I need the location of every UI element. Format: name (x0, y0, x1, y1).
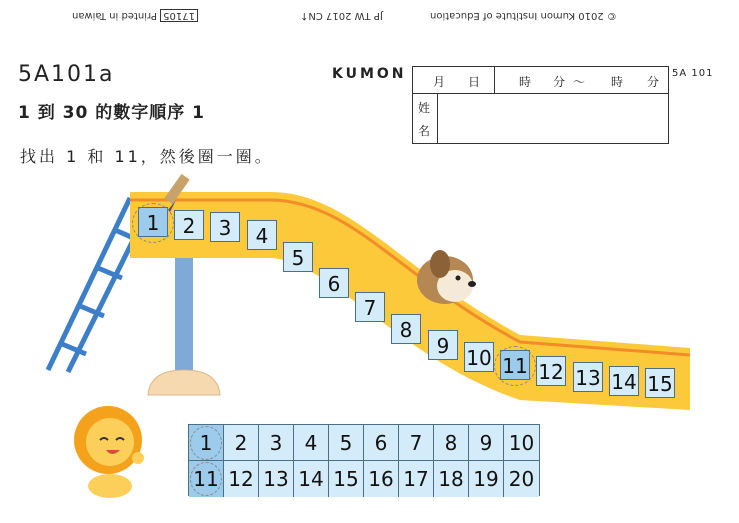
grid-cell-1[interactable]: 1 (189, 425, 224, 461)
grid-cell-18[interactable]: 18 (434, 461, 469, 497)
grid-cell-15[interactable]: 15 (329, 461, 364, 497)
grid-cell-19[interactable]: 19 (469, 461, 504, 497)
lion-icon (70, 400, 160, 500)
footer-edition: JP TW 2017 CN↑ (300, 10, 383, 21)
answer-circle (494, 346, 536, 386)
slide-tile-6[interactable]: 6 (319, 268, 349, 298)
answer-circle (132, 203, 174, 243)
answer-circle (190, 426, 222, 460)
grid-cell-9[interactable]: 9 (469, 425, 504, 461)
slide-tile-5[interactable]: 5 (283, 242, 313, 272)
grid-cell-16[interactable]: 16 (364, 461, 399, 497)
grid-cell-5[interactable]: 5 (329, 425, 364, 461)
brand-logo: KUMON (332, 66, 407, 82)
dog-icon (417, 250, 476, 304)
slide-tile-13[interactable]: 13 (573, 362, 603, 392)
grid-cell-7[interactable]: 7 (399, 425, 434, 461)
grid-cell-17[interactable]: 17 (399, 461, 434, 497)
tilde-label: ～ (573, 75, 586, 89)
slide-tile-14[interactable]: 14 (609, 366, 639, 396)
slide-tile-15[interactable]: 15 (645, 368, 675, 398)
worksheet-code: 5A101a (18, 62, 115, 87)
grid-cell-3[interactable]: 3 (259, 425, 294, 461)
slide-tile-7[interactable]: 7 (355, 292, 385, 322)
slide-tile-1[interactable]: 1 (138, 207, 168, 237)
grid-cell-6[interactable]: 6 (364, 425, 399, 461)
slide-tile-4[interactable]: 4 (247, 220, 277, 250)
slide-tile-10[interactable]: 10 (464, 342, 494, 372)
name-label-1: 姓 (418, 101, 431, 115)
slide-pole (175, 250, 193, 380)
hour-start-label: 時 (519, 75, 532, 89)
minute-end-label: 分 (647, 75, 660, 89)
sheet-number: 5A 101 (672, 68, 714, 79)
grid-cell-14[interactable]: 14 (294, 461, 329, 497)
answer-circle (190, 462, 222, 496)
footer-print-info (72, 10, 198, 21)
footer-code: 17105 (160, 9, 198, 22)
hour-end-label: 時 (611, 75, 624, 89)
grid-cell-11[interactable]: 11 (189, 461, 224, 497)
minute-start-label: 分 (553, 75, 566, 89)
date-time-name-box (412, 66, 669, 144)
day-label: 日 (468, 75, 481, 89)
grid-cell-8[interactable]: 8 (434, 425, 469, 461)
number-grid (188, 424, 540, 496)
page-title: 1 到 30 的數字順序 1 (18, 103, 205, 123)
grid-cell-13[interactable]: 13 (259, 461, 294, 497)
footer-printed: Printed in Taiwan (72, 10, 157, 21)
slide-tile-11[interactable]: 11 (500, 350, 530, 380)
grid-cell-2[interactable]: 2 (224, 425, 259, 461)
grid-cell-12[interactable]: 12 (224, 461, 259, 497)
grid-cell-10[interactable]: 10 (504, 425, 539, 461)
grid-cell-20[interactable]: 20 (504, 461, 539, 497)
slide-tile-8[interactable]: 8 (391, 314, 421, 344)
pole-base (148, 370, 220, 395)
instruction-text: 找出 1 和 11，然後圈一圈。 (20, 147, 274, 166)
month-label: 月 (433, 75, 446, 89)
slide-tile-12[interactable]: 12 (536, 356, 566, 386)
footer-copyright: © 2010 Kumon Institute of Education (430, 10, 617, 21)
slide-tile-3[interactable]: 3 (210, 212, 240, 242)
slide-tile-9[interactable]: 9 (428, 330, 458, 360)
name-label-2: 名 (418, 124, 431, 138)
grid-cell-4[interactable]: 4 (294, 425, 329, 461)
slide-tile-2[interactable]: 2 (174, 210, 204, 240)
